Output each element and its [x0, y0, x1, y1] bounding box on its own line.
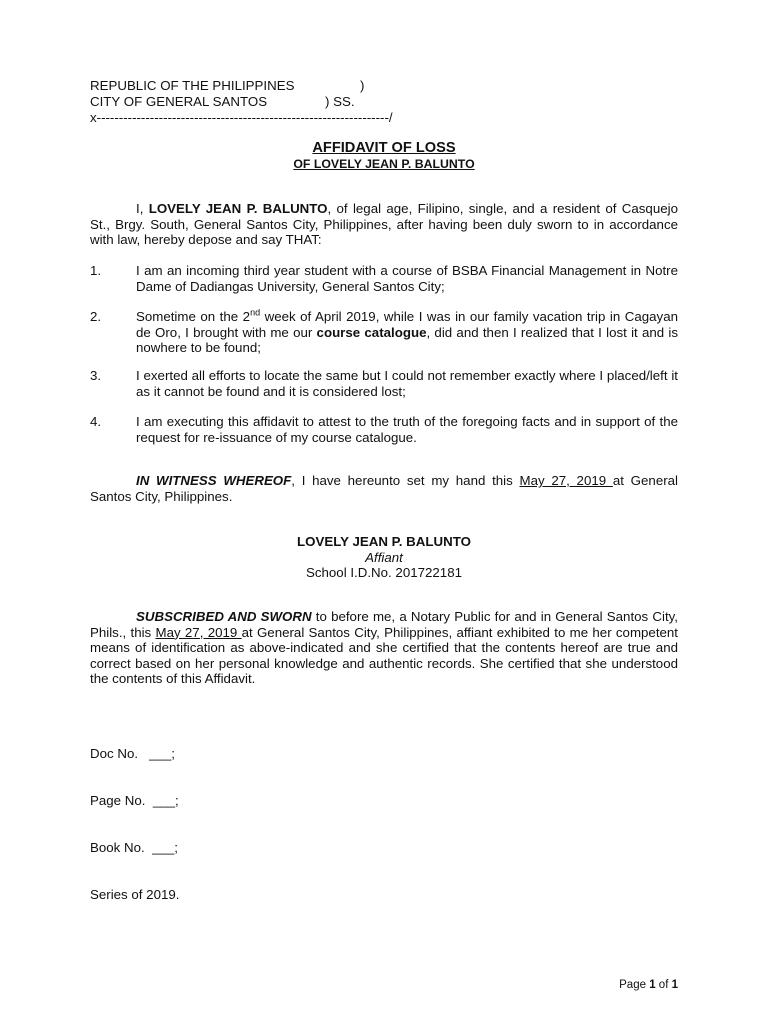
caption-paren: ) [360, 78, 365, 93]
item-text [136, 309, 678, 356]
series-year: Series of 2019. [90, 887, 180, 902]
footer-of: of [655, 979, 672, 991]
item-number: 4. [90, 414, 102, 429]
list-item-2 [90, 309, 678, 356]
document-title [0, 140, 768, 171]
item-text: I am executing this affidavit to attest to the truth of the foregoing facts and in support of the request for re-issuance of my course catalogue. [136, 414, 678, 445]
jurat-pre: to before me, a Notary Public for and in General Santos City, Phils., this [90, 609, 678, 640]
intro-pre: I, [136, 201, 149, 216]
caption-divider: x------------------------------------------------------------------/ [90, 110, 393, 125]
footer-prefix: Page [619, 979, 650, 991]
caption-ss: ) SS. [325, 94, 355, 109]
ordinal-suffix: nd [250, 307, 261, 318]
jurat-lead: SUBSCRIBED AND SWORN [136, 609, 312, 624]
case-caption [90, 78, 393, 126]
caption-city: CITY OF GENERAL SANTOS [90, 94, 268, 109]
item-text-bold: course catalogue [316, 324, 427, 340]
book-number: Book No. ___; [90, 840, 178, 855]
item-number: 3. [90, 368, 102, 383]
footer-current-page: 1 [649, 979, 656, 991]
school-id: School I.D.No. 201722181 [306, 565, 462, 580]
caption-republic: REPUBLIC OF THE PHILIPPINES [90, 78, 295, 93]
page-number: Page No. ___; [90, 793, 179, 808]
intro-post: , of legal age, Filipino, single, and a resident of Casquejo St., Brgy. South, General Santos City, Philippines, after having been duly sworn to in accordance with law, hereby depose and say THAT: [90, 201, 678, 247]
item-text: I am an incoming third year student with a course of BSBA Financial Management in Notre Dame of Dadiangas University, General Santos City; [136, 263, 678, 294]
list-item-3 [90, 368, 678, 399]
item-text-pre: Sometime on the 2 [136, 309, 251, 324]
affiant-name: LOVELY JEAN P. BALUNTO [297, 534, 471, 549]
item-text: I exerted all efforts to locate the same but I could not remember exactly where I placed/left it as it cannot be found and it is considered lost; [136, 368, 678, 399]
intro-name: LOVELY JEAN P. BALUNTO [148, 201, 328, 216]
intro-paragraph [90, 201, 678, 248]
title-sub: OF LOVELY JEAN P. BALUNTO [293, 157, 475, 171]
jurat-paragraph [90, 609, 678, 687]
footer-total-pages: 1 [671, 979, 678, 991]
title-main: AFFIDAVIT OF LOSS [312, 140, 456, 156]
item-number: 1. [90, 263, 102, 278]
doc-number: Doc No. ___; [90, 746, 175, 761]
page-footer [619, 978, 678, 994]
item-number: 2. [90, 309, 102, 324]
jurat-date: May 27, 2019 [155, 624, 242, 640]
list-item-1 [90, 263, 678, 294]
witness-pre: , I have hereunto set my hand this [291, 473, 520, 488]
jurat-post: at General Santos City, Philippines, affiant exhibited to me her competent means of identification as above-indicated and she certified that the contents hereof are true and correct based on her personal knowledge and authentic records. She certified that she understood the contents of this Affidavit. [90, 624, 678, 686]
list-item-4 [90, 414, 678, 445]
caption-line-2 [90, 94, 393, 110]
item-text-mid: week of April 2019, while I was in our family vacation trip in Cagayan de Oro, I brought with me our [136, 309, 679, 340]
signature-block [0, 534, 768, 581]
caption-line-1 [90, 78, 393, 94]
affiant-role: Affiant [365, 549, 403, 565]
witness-post: at General Santos City, Philippines. [90, 473, 678, 504]
notary-register [90, 715, 179, 919]
witness-lead: IN WITNESS WHEREOF [136, 473, 292, 488]
witness-paragraph [90, 473, 678, 504]
witness-date: May 27, 2019 [519, 473, 613, 488]
item-text-post: , did and then I realized that I lost it and is nowhere to be found; [136, 324, 679, 355]
